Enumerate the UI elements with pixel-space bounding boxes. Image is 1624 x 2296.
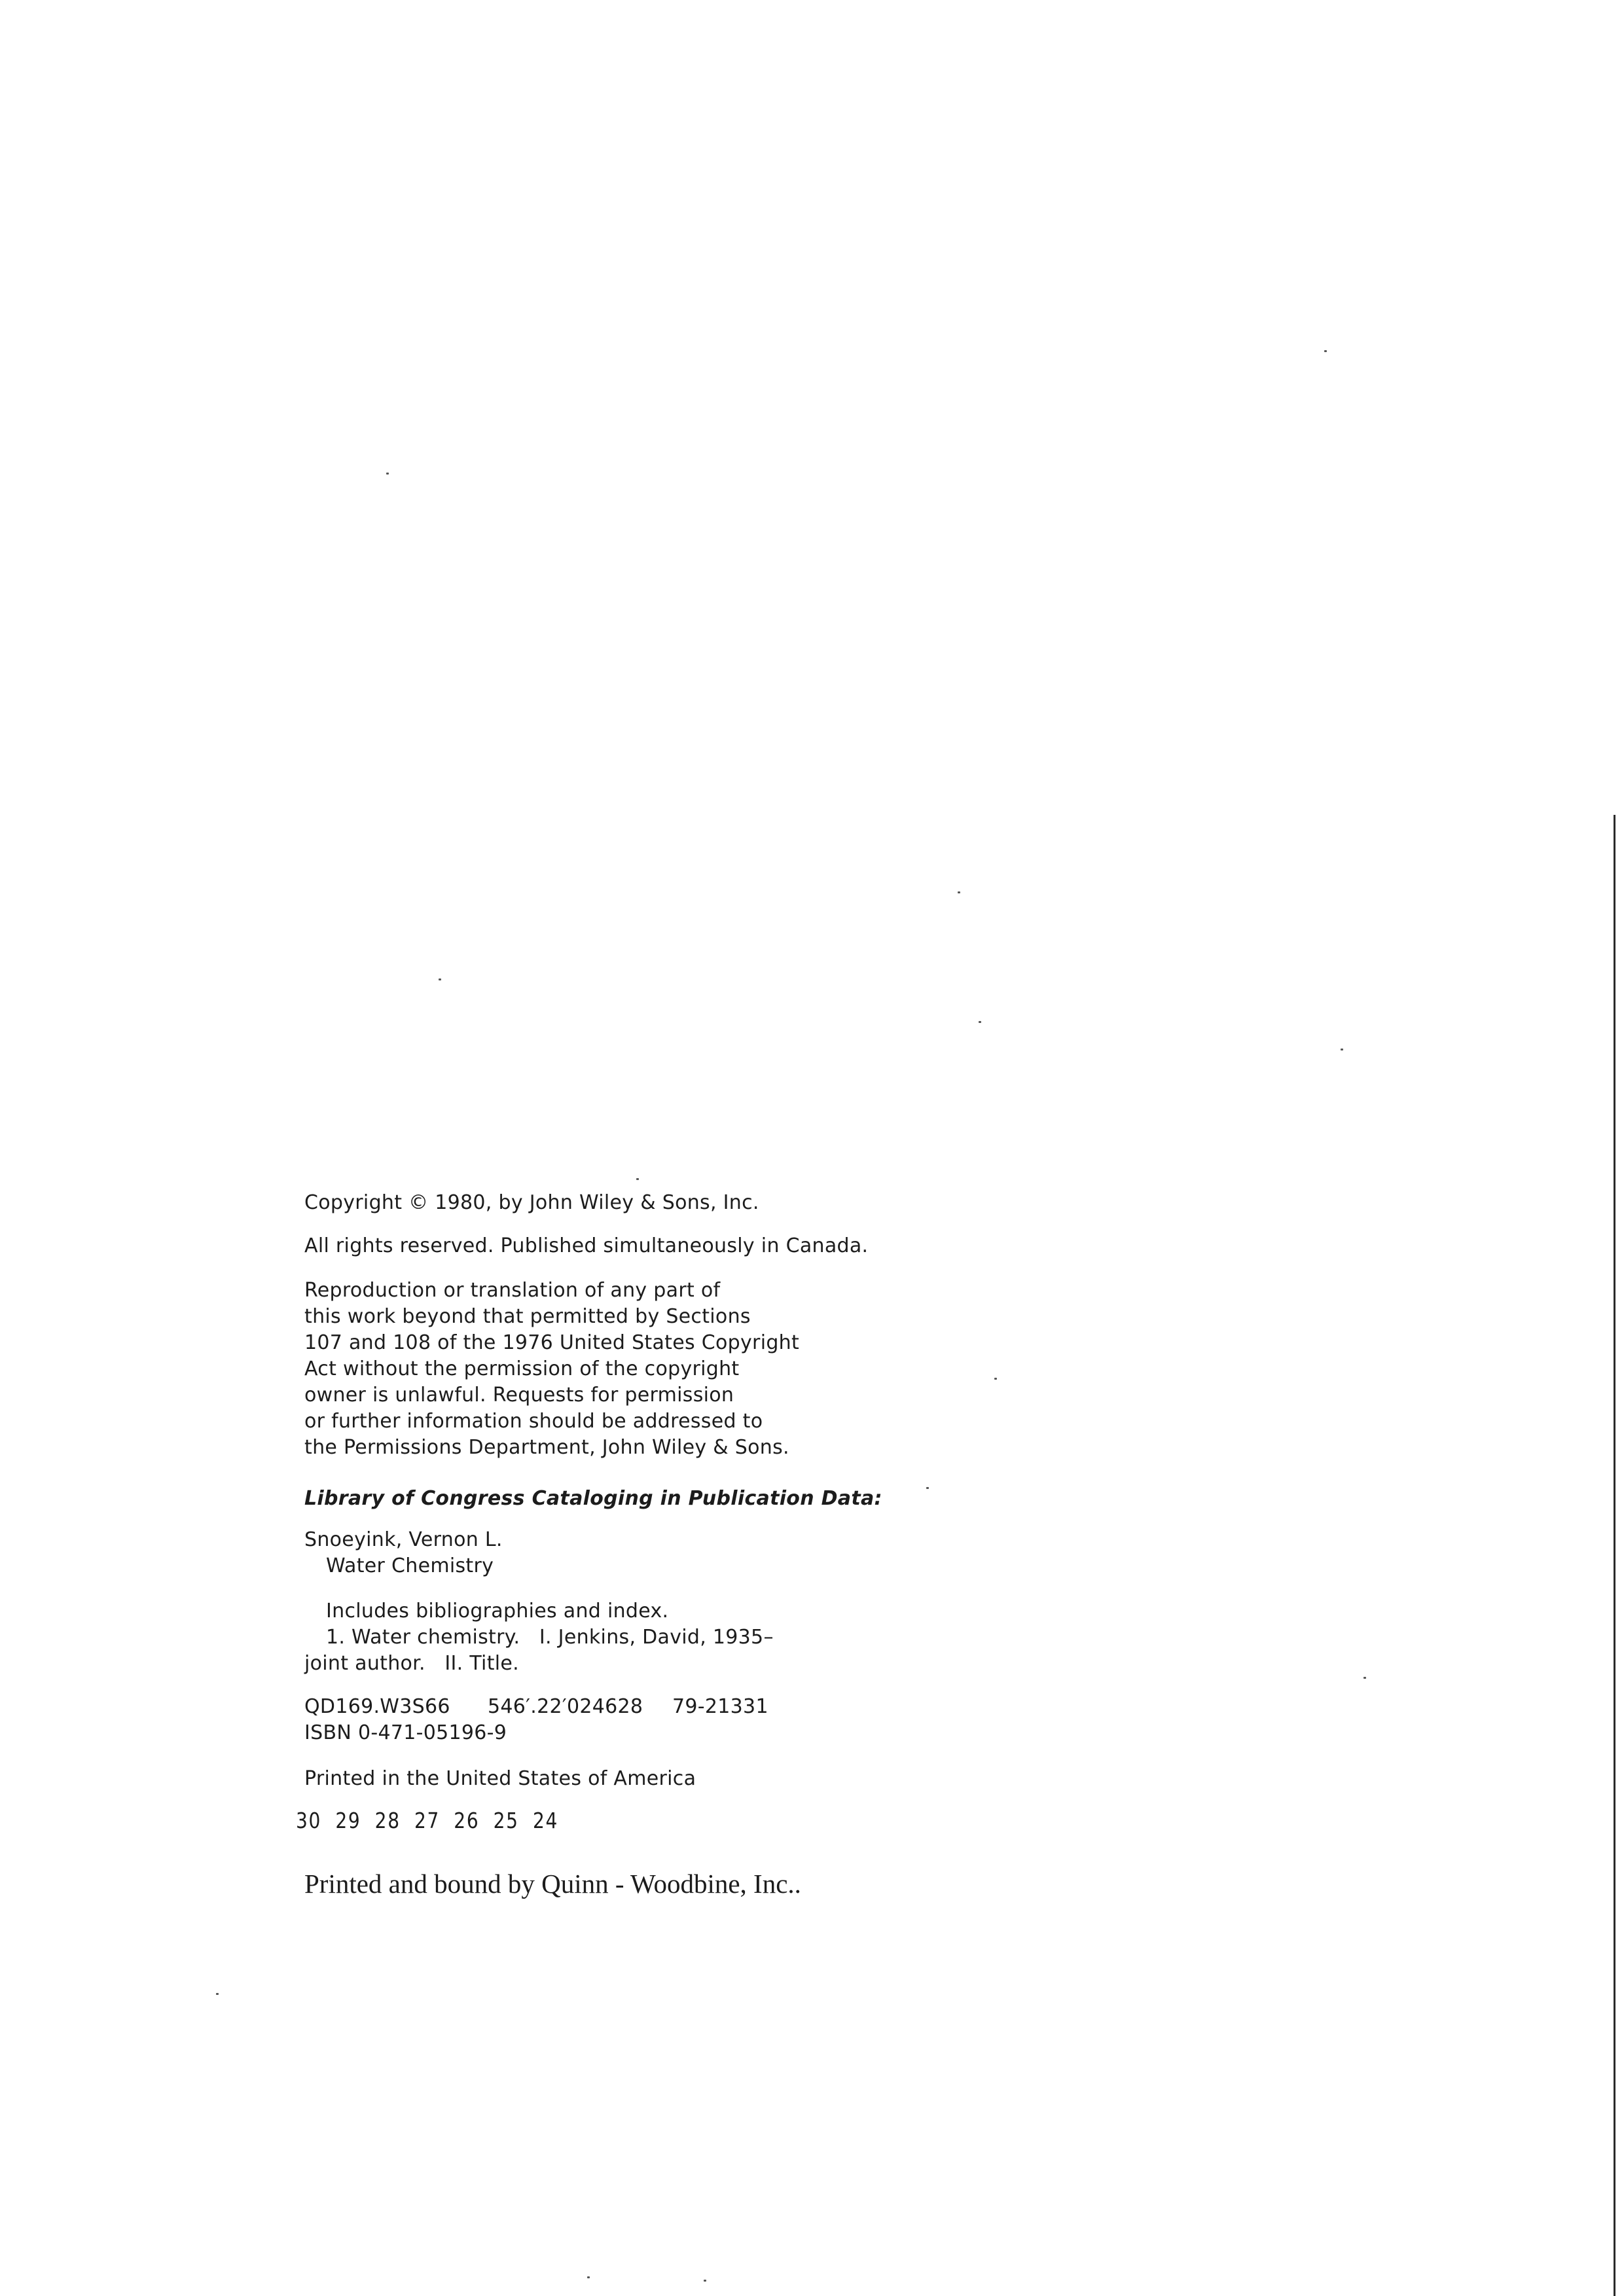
rights-line: [304, 1233, 1024, 1259]
rights-text: All rights reserved. Published simultaneously in Canada.: [304, 1234, 869, 1257]
scan-speck: [587, 2276, 590, 2278]
copyright-text: Copyright © 1980, by John Wiley & Sons, Inc.: [304, 1191, 759, 1214]
printer-binder-line: Printed and bound by Quinn - Woodbine, Inc..: [304, 1869, 801, 1899]
reproduction-notice: [304, 1278, 1024, 1461]
scan-speck: [926, 1487, 929, 1489]
reproduction-line: owner is unlawful. Requests for permission: [304, 1384, 734, 1407]
cip-notes: [304, 1598, 1024, 1677]
catalog-numbers: [304, 1694, 1024, 1746]
reproduction-line: 107 and 108 of the 1976 United States Copyright: [304, 1331, 800, 1354]
lccn: 79-21331: [672, 1695, 768, 1718]
copyright-line: [304, 1190, 1024, 1216]
scan-speck: [386, 473, 389, 475]
scan-speck: [704, 2280, 706, 2282]
dewey-number: 546′.22′024628: [488, 1695, 643, 1718]
scan-speck: [636, 1178, 639, 1180]
scan-speck: [1324, 350, 1327, 352]
printing-number-line: 30 29 28 27 26 25 24: [296, 1808, 559, 1833]
printed-in-line: [304, 1766, 1024, 1792]
cip-author-block: [304, 1527, 1024, 1579]
cip-note-bibliographies: Includes bibliographies and index.: [326, 1600, 669, 1623]
scan-speck: [958, 891, 960, 893]
cip-author: Snoeyink, Vernon L.: [304, 1528, 503, 1551]
scan-speck: [979, 1021, 981, 1023]
cip-heading: [304, 1486, 1024, 1512]
cip-note-subjects: 1. Water chemistry. I. Jenkins, David, 1935–: [326, 1626, 774, 1649]
reproduction-line: this work beyond that permitted by Sections: [304, 1305, 751, 1328]
cip-note-joint-author: joint author. II. Title.: [304, 1652, 519, 1675]
scan-edge-line: [1614, 815, 1615, 2296]
scan-speck: [439, 978, 441, 980]
cip-heading-text: Library of Congress Cataloging in Publication Data:: [304, 1487, 882, 1510]
call-number: QD169.W3S66: [304, 1695, 450, 1718]
classification-row: [304, 1694, 1024, 1720]
reproduction-line: Reproduction or translation of any part of: [304, 1279, 721, 1302]
cip-title: Water Chemistry: [326, 1554, 494, 1577]
isbn: ISBN 0-471-05196-9: [304, 1721, 507, 1744]
scan-speck: [1363, 1677, 1366, 1679]
reproduction-line: the Permissions Department, John Wiley & Sons.: [304, 1436, 789, 1459]
scan-speck: [1341, 1049, 1343, 1050]
reproduction-line: Act without the permission of the copyright: [304, 1357, 740, 1380]
scan-speck: [216, 1993, 219, 1995]
printed-in-text: Printed in the United States of America: [304, 1767, 696, 1790]
reproduction-line: or further information should be addressed to: [304, 1410, 763, 1433]
scan-speck: [994, 1378, 997, 1380]
